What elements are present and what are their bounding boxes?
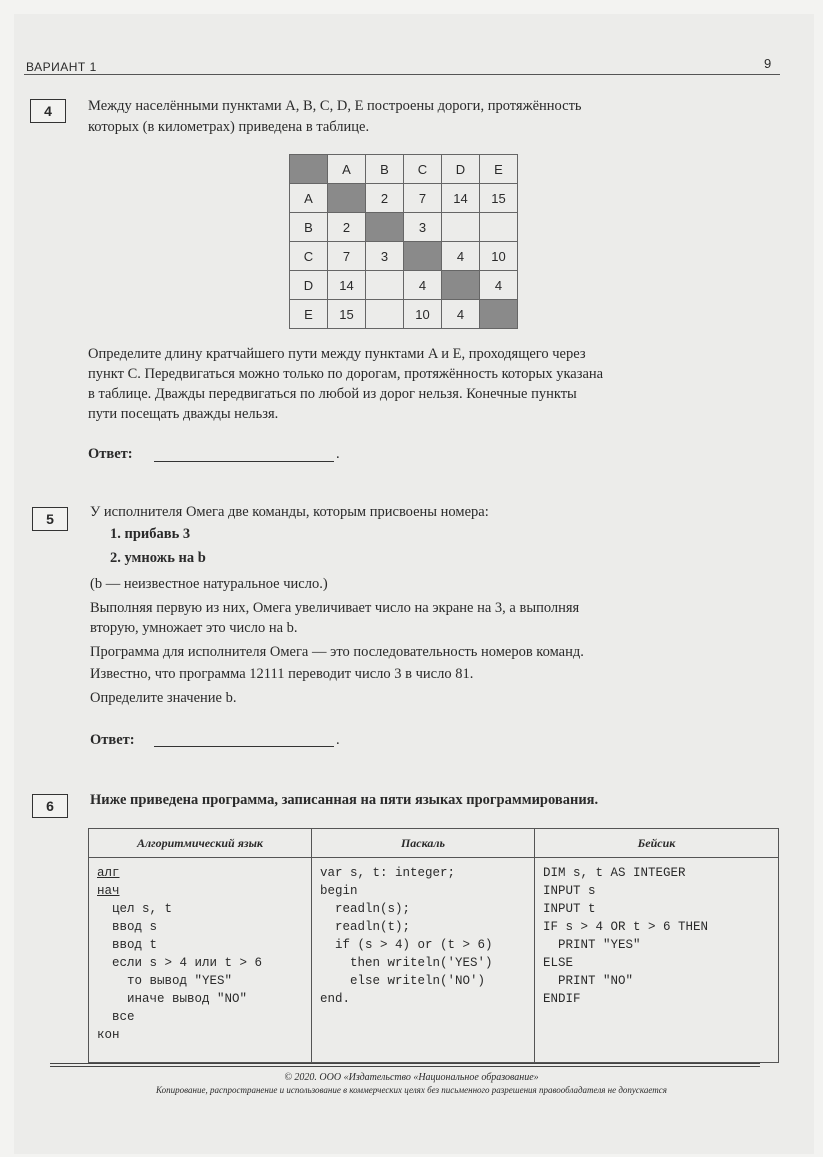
col-header: D: [442, 155, 480, 184]
task-5-answer-dot: .: [336, 732, 340, 748]
pascal-code: [312, 858, 535, 1063]
table-cell: 4: [442, 300, 480, 329]
table-row: [290, 271, 518, 300]
task-5-intro: У исполнителя Омега две команды, которым присвоены номера:: [90, 504, 489, 520]
table-row: [290, 184, 518, 213]
code-line: begin: [320, 884, 358, 898]
table-cell: 2: [366, 184, 404, 213]
table-cell: [366, 271, 404, 300]
task-5-answer-field[interactable]: [154, 746, 334, 747]
code-text: нач: [97, 884, 120, 898]
code-line: INPUT t: [543, 902, 596, 916]
task-4-question-2: пункт C. Передвигаться можно только по дорогам, протяжённость которых указана: [88, 366, 604, 382]
task-4-question-4: пути посещать дважды нельзя.: [88, 406, 279, 422]
code-line: IF s > 4 OR t > 6 THEN: [543, 920, 709, 934]
row-header: C: [290, 242, 328, 271]
footer-notice: Копирование, распространение и использование в коммерческих целях без письменного разрешения правообладателя не допускается: [156, 1085, 667, 1095]
table-cell: 4: [442, 242, 480, 271]
variant-label: ВАРИАНТ 1: [26, 60, 97, 74]
code-text: алг: [97, 866, 120, 880]
row-header: D: [290, 271, 328, 300]
task-5-command-2: 2. умножь на b: [110, 550, 206, 566]
table-cell: [328, 184, 366, 213]
row-header: A: [290, 184, 328, 213]
task-5-text-4: Известно, что программа 12111 переводит число 3 в число 81.: [90, 666, 474, 682]
task-6-intro: Ниже приведена программа, записанная на пяти языках программирования.: [90, 792, 599, 808]
col-header-pascal: Паскаль: [312, 829, 535, 858]
code-line: иначе вывод "NO": [97, 992, 248, 1006]
code-line: [97, 864, 303, 882]
code-line: ENDIF: [543, 992, 581, 1006]
table-cell: 15: [480, 184, 518, 213]
code-line: else writeln('NO'): [320, 974, 486, 988]
table-cell: 14: [328, 271, 366, 300]
distance-table: [289, 154, 518, 329]
task-5-text-1: Выполняя первую из них, Омега увеличивает число на экране на 3, а выполняя: [90, 600, 580, 616]
col-header: E: [480, 155, 518, 184]
code-line: readln(s);: [320, 902, 411, 916]
program-table: [88, 828, 779, 1063]
task-4-question-1: Определите длину кратчайшего пути между пунктами A и E, проходящего через: [88, 346, 586, 362]
code-line: PRINT "YES": [543, 938, 641, 952]
table-corner: [290, 155, 328, 184]
col-header-algo: Алгоритмический язык: [89, 829, 312, 858]
footer-copyright: © 2020. ООО «Издательство «Национальное образование»: [284, 1072, 539, 1083]
col-header: B: [366, 155, 404, 184]
table-cell: 15: [328, 300, 366, 329]
code-line: ELSE: [543, 956, 574, 970]
table-cell: [480, 300, 518, 329]
code-line: PRINT "NO": [543, 974, 634, 988]
col-header-basic: Бейсик: [535, 829, 779, 858]
table-row: [290, 213, 518, 242]
code-line: if (s > 4) or (t > 6): [320, 938, 493, 952]
code-line: то вывод "YES": [97, 974, 233, 988]
code-line: все: [97, 1010, 135, 1024]
col-header: C: [404, 155, 442, 184]
table-cell: [480, 213, 518, 242]
basic-code: [535, 858, 779, 1063]
task-5-note: (b — неизвестное натуральное число.): [90, 576, 328, 592]
table-cell: 2: [328, 213, 366, 242]
table-cell: 3: [366, 242, 404, 271]
table-cell: [442, 271, 480, 300]
code-line: then writeln('YES'): [320, 956, 493, 970]
footer-divider: [50, 1063, 760, 1064]
table-cell: [366, 300, 404, 329]
code-line: ввод t: [97, 938, 158, 952]
task-4-answer-label: Ответ:: [88, 446, 133, 462]
code-line: readln(t);: [320, 920, 411, 934]
row-header: E: [290, 300, 328, 329]
task-5-text-5: Определите значение b.: [90, 690, 237, 706]
footer-divider: [50, 1066, 760, 1067]
task-5-text-3: Программа для исполнителя Омега — это последовательность номеров команд.: [90, 644, 584, 660]
table-cell: 10: [404, 300, 442, 329]
table-cell: 4: [480, 271, 518, 300]
code-line: кон: [97, 1028, 120, 1042]
task-5-command-1: 1. прибавь 3: [110, 526, 191, 542]
code-line: [97, 882, 303, 900]
task-4-question-3: в таблице. Дважды передвигаться по любой из дорог нельзя. Конечные пункты: [88, 386, 577, 402]
page-number: 9: [764, 56, 772, 71]
task-4-intro-2: которых (в километрах) приведена в таблице.: [88, 119, 370, 135]
col-header: A: [328, 155, 366, 184]
table-cell: 7: [328, 242, 366, 271]
task-5-text-2: вторую, умножает это число на b.: [90, 620, 298, 636]
task-6-number: 6: [32, 794, 68, 818]
table-cell: 7: [404, 184, 442, 213]
row-header: B: [290, 213, 328, 242]
table-cell: [404, 242, 442, 271]
code-line: DIM s, t AS INTEGER: [543, 866, 686, 880]
table-cell: [442, 213, 480, 242]
table-cell: 14: [442, 184, 480, 213]
table-row: [290, 242, 518, 271]
task-4-answer-dot: .: [336, 446, 340, 462]
task-4-intro-1: Между населёнными пунктами A, B, C, D, E построены дороги, протяжённость: [88, 98, 582, 114]
task-5-answer-label: Ответ:: [90, 732, 135, 748]
table-row: [290, 300, 518, 329]
task-5-number: 5: [32, 507, 68, 531]
table-cell: 4: [404, 271, 442, 300]
task-4-answer-field[interactable]: [154, 461, 334, 462]
code-line: ввод s: [97, 920, 158, 934]
table-cell: 3: [404, 213, 442, 242]
algo-code: [89, 858, 312, 1063]
table-cell: 10: [480, 242, 518, 271]
code-line: цел s, t: [97, 902, 173, 916]
code-line: end.: [320, 992, 351, 1006]
header-divider: [24, 74, 780, 75]
code-line: var s, t: integer;: [320, 866, 456, 880]
task-4-number: 4: [30, 99, 66, 123]
table-cell: [366, 213, 404, 242]
code-line: INPUT s: [543, 884, 596, 898]
code-line: если s > 4 или t > 6: [97, 956, 263, 970]
